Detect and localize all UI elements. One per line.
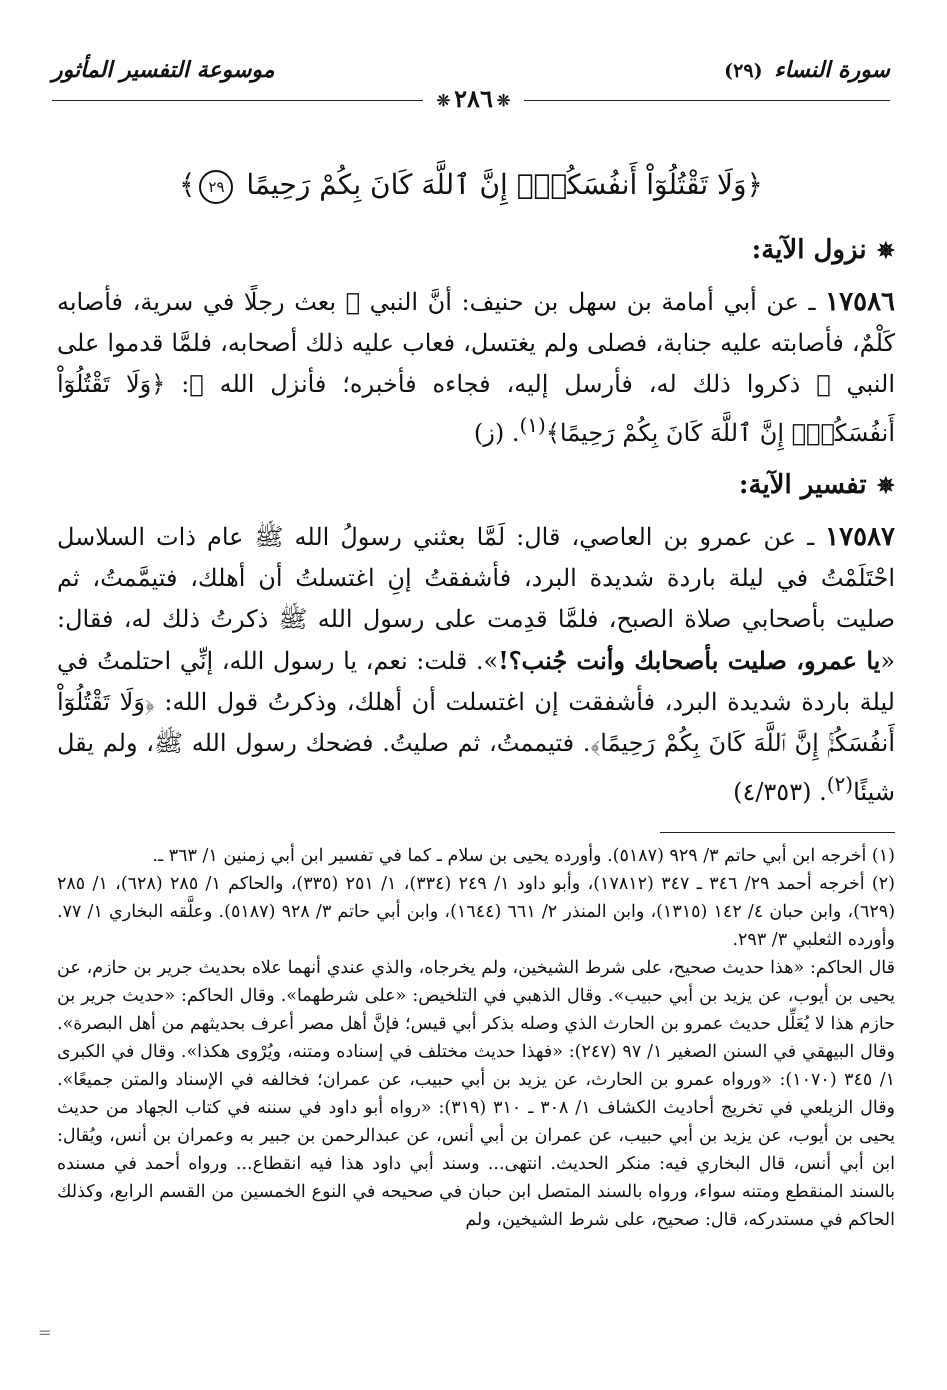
hadith-17587 <box>57 517 895 813</box>
verse-close-bracket: ﴾ <box>179 168 196 201</box>
hadith-text: ـ عن عمرو بن العاصي، قال: لَمَّا بعثني رسولُ الله ﷺ عام ذات السلاسل احْتَلَمْتُ في ليلة باردة شديدة البرد، فأشفقتُ إنِ اغتسلتُ أن أهلك، فتيمَّمتُ، ثم صليت بأصحابي صلاة الصبح، فلمَّا قدِمت على رسول الله ﷺ ذكرتُ ذلك له، فقال: « <box>57 523 896 675</box>
header-verse-number: (٢٩) <box>724 60 763 82</box>
hadith-source-tag: . (٤/٣٥٣) <box>733 778 827 806</box>
ornament-icon: ❊ <box>496 91 511 110</box>
continuation-mark: = <box>38 1323 52 1342</box>
surah-header <box>724 57 890 83</box>
section-title: تفسير الآية: <box>738 470 867 500</box>
star-icon: ✵ <box>876 473 895 499</box>
footnote-divider <box>660 832 895 833</box>
page-number: ٢٨٦ <box>454 84 493 113</box>
surah-name: سورة النساء <box>774 57 890 83</box>
hadith-number: ١٧٥٨٦ <box>825 287 895 317</box>
star-icon: ✵ <box>876 238 895 264</box>
hadith-17586 <box>57 282 895 454</box>
ornament-icon: ❊ <box>436 91 451 110</box>
page-number-row <box>0 84 947 113</box>
hadith-source-tag: . (ز) <box>473 419 520 447</box>
footnote-2: (٢) أخرجه أحمد ٢٩/ ٣٤٦ ـ ٣٤٧ (١٧٨١٢)، وأبو داود ١/ ٢٤٩ (٣٣٤)، ١/ ٢٥١ (٣٣٥)، والحاكم ١/ ٢٨٥ (٦٢٨)، ١/ ٢٨٥ (٦٢٩)، وابن حبان ٤/ ١٤٢ (١٣١٥)، وابن المنذر ٢/ ٦٦١ (١٦٤٤)، وابن أبي حاتم ٣/ ٩٢٨ (٥١٨٧). وعلَّقه البخاري ١/ ٧٧. وأورده الثعلبي ٣/ ٢٩٣. <box>57 874 896 950</box>
footnote-ref: (١) <box>519 413 546 437</box>
verse-text: ﴿وَلَا تَقْتُلُوٓاْ أَنفُسَكُمْۚ إِنَّ ٱللَّهَ كَانَ بِكُمْ رَحِيمًا <box>246 168 763 201</box>
hadith-number: ١٧٥٨٧ <box>825 522 895 552</box>
footnote-ref: (٢) <box>826 772 854 796</box>
section-heading-tafsir <box>739 465 895 506</box>
footnotes <box>57 842 895 1234</box>
hadith-text: ـ عن أبي أمامة بن سهل بن حنيف: أنَّ النبي ﷺ بعث رجلًا في سرية، فأصابه كَلْمٌ، فأصابته عليه جنابة، فصلى ولم يغتسل، فعاب عليه ذلك أصحابه، فلمَّا قدموا على النبي ﷺ ذكروا ذلك له، فأرسل إليه، فجاءه فأخبره؛ فأنزل الله ﷻ: ﴿وَلَا تَقْتُلُوٓاْ أَنفُسَكُمْۚ إِنَّ ٱللَّهَ كَانَ بِكُمْ رَحِيمًا﴾ <box>57 288 896 447</box>
book-title: موسوعة التفسير المأثور <box>52 57 275 83</box>
hadith-text-continued: ». قلت: نعم، يا رسول الله، إنِّي احتلمتُ في ليلة باردة شديدة البرد، فأشفقت إن اغتسلت أن أهلك، وذكرتُ قول الله: ﴿وَلَا تَقْتُلُوٓاْ أَنفُسَكُمْۚ إِنَّ ٱللَّهَ كَانَ بِكُمْ رَحِيمًا﴾. فتيممتُ، ثم صليتُ. فضحك رسول الله ﷺ، ولم يقل شيئًا <box>57 647 895 806</box>
quran-verse <box>52 160 890 210</box>
prophet-quote: يا عمرو، صليت بأصحابك وأنت جُنب؟! <box>498 646 881 675</box>
ayah-number-badge: ٢٩ <box>199 170 233 204</box>
section-title: نزول الآية: <box>751 235 867 265</box>
page-number-box <box>423 84 524 113</box>
section-heading-nuzul <box>752 230 895 271</box>
footnote-2-commentary: قال الحاكم: «هذا حديث صحيح، على شرط الشيخين، ولم يخرجاه، والذي عندي أنهما علاه بحديث جرير بن حازم، عن يحيى بن أيوب، عن يزيد بن أبي حبيب». وقال الذهبي في التلخيص: «على شرطهما». وقال الحاكم: «حديث جرير بن حازم هذا لا يُعَلِّل حديث عمرو بن الحارث الذي وصله بذكر أبي قيس؛ فإنَّ أهل مصر أعرف بحديثهم من أهل البصرة». وقال البيهقي في السنن الصغير ١/ ٩٧ (٢٤٧): «فهذا حديث مختلف في إسناده ومتنه، ويُرْوى هكذا». وقال في الكبرى ١/ ٣٤٥ (١٠٧٠): «ورواه عمرو بن الحارث، عن يزيد بن أبي حبيب، عن عمران؛ فخالفه في الإسناد والمتن جميعًا». وقال الزيلعي في تخريج أحاديث الكشاف ١/ ٣٠٨ ـ ٣١٠ (٣١٩): «رواه أبو داود في سننه في كتاب الجهاد من حديث يحيى بن أيوب، عن يزيد بن أبي حبيب، عن عمران بن أبي أنس، عن عبدالرحمن بن جبير به وعمران بن أنس، ويُقال: ابن أبي أنس، قال البخاري فيه: منكر الحديث. انتهى... وسند أبي داود هذا فيه انقطاع... ورواه أحمد في مسنده بالسند المنقطع ومتنه سواء، ورواه بالسند المتصل ابن حبان في صحيحه في النوع الخمسين من القسم الرابع، وكذلك الحاكم في مستدركه، قال: صحيح، على شرط الشيخين، ولم <box>57 958 896 1230</box>
footnote-1: (١) أخرجه ابن أبي حاتم ٣/ ٩٢٩ (٥١٨٧). وأورده يحيى بن سلام ـ كما في تفسير ابن أبي زمنين ١/ ٣٦٣ ـ. <box>152 846 895 866</box>
